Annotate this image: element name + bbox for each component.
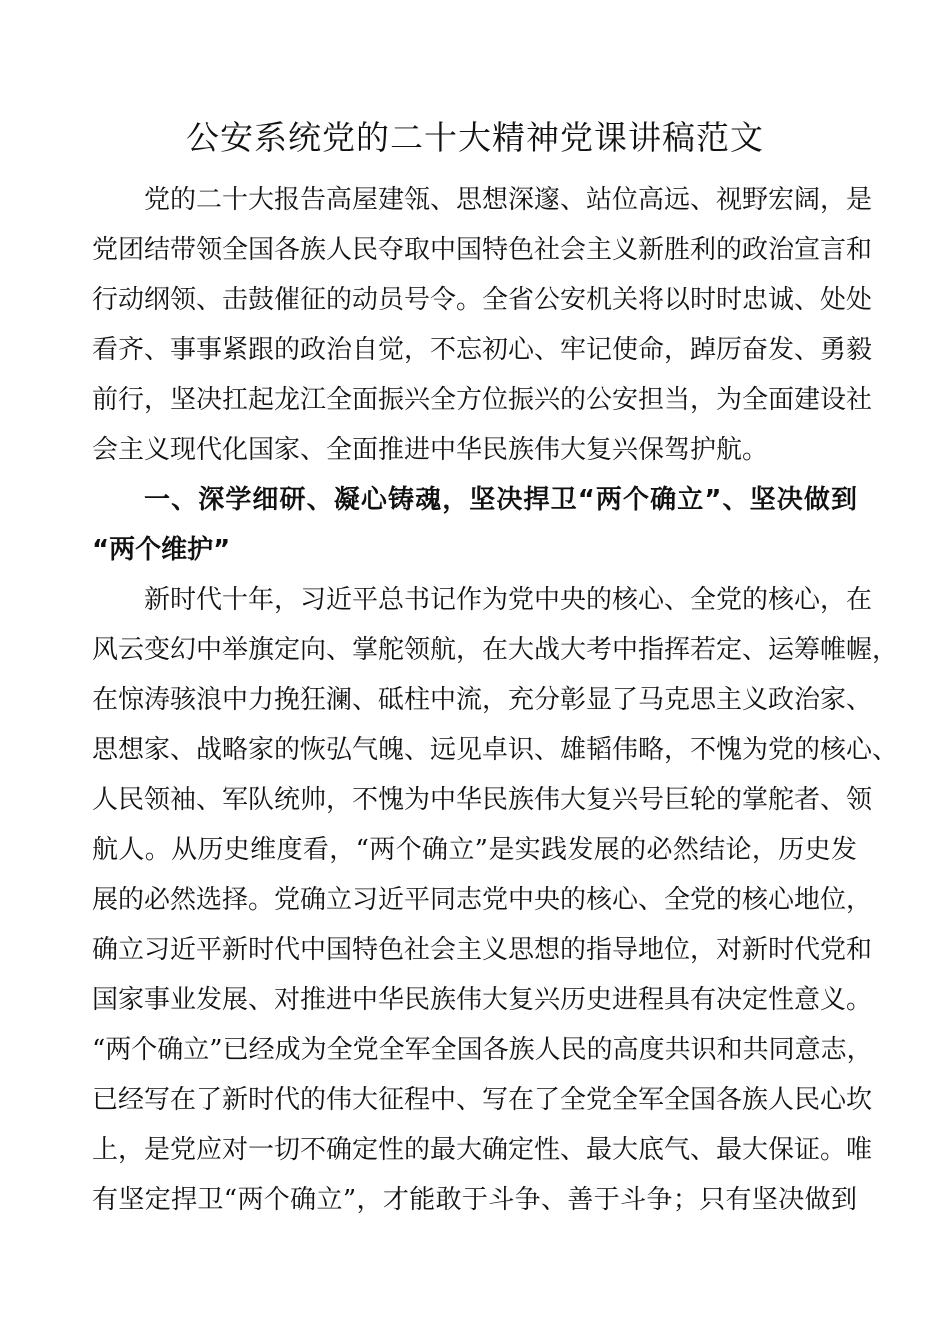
section-heading: “两个维护” <box>92 535 231 565</box>
paragraph-line: 航人。从历史维度看，“两个确立”是实践发展的必然结论，历史发 <box>92 835 857 865</box>
paragraph-line: 已经写在了新时代的伟大征程中、写在了全党全军全国各族人民心坎 <box>92 1085 873 1115</box>
paragraph-line: 上，是党应对一切不确定性的最大确定性、最大底气、最大保证。唯 <box>92 1135 873 1165</box>
document-title: 公安系统党的二十大精神党课讲稿范文 <box>186 118 764 157</box>
paragraph-line: 党的二十大报告高屋建瓴、思想深邃、站位高远、视野宏阔，是 <box>144 185 873 215</box>
paragraph-line: 行动纲领、击鼓催征的动员号令。全省公安机关将以时时忠诚、处处 <box>92 285 873 315</box>
paragraph-line: 前行，坚决扛起龙江全面振兴全方位振兴的公安担当，为全面建设社 <box>92 385 873 415</box>
paragraph-line: 国家事业发展、对推进中华民族伟大复兴历史进程具有决定性意义。 <box>92 985 873 1015</box>
paragraph-line: 看齐、事事紧跟的政治自觉，不忘初心、牢记使命，踔厉奋发、勇毅 <box>92 335 873 365</box>
paragraph-line: 风云变幻中举旗定向、掌舵领航，在大战大考中指挥若定、运筹帷幄， <box>92 635 899 665</box>
paragraph-line: 会主义现代化国家、全面推进中华民族伟大复兴保驾护航。 <box>92 435 769 465</box>
section-heading: 一、深学细研、凝心铸魂，坚决捍卫“两个确立”、坚决做到 <box>144 485 857 515</box>
paragraph-line: 思想家、战略家的恢弘气魄、远见卓识、雄韬伟略，不愧为党的核心、 <box>92 735 899 765</box>
paragraph-line: 在惊涛骇浪中力挽狂澜、砥柱中流，充分彰显了马克思主义政治家、 <box>92 685 873 715</box>
paragraph-line: 党团结带领全国各族人民夺取中国特色社会主义新胜利的政治宣言和 <box>92 235 873 265</box>
paragraph-line: 有坚定捍卫“两个确立”，才能敢于斗争、善于斗争；只有坚决做到 <box>92 1185 857 1215</box>
paragraph-line: 新时代十年，习近平总书记作为党中央的核心、全党的核心，在 <box>144 585 873 615</box>
paragraph-line: 确立习近平新时代中国特色社会主义思想的指导地位，对新时代党和 <box>92 935 873 965</box>
paragraph-line: “两个确立”已经成为全党全军全国各族人民的高度共识和共同意志， <box>92 1035 873 1065</box>
paragraph-line: 展的必然选择。党确立习近平同志党中央的核心、全党的核心地位， <box>92 885 873 915</box>
paragraph-line: 人民领袖、军队统帅，不愧为中华民族伟大复兴号巨轮的掌舵者、领 <box>92 785 873 815</box>
